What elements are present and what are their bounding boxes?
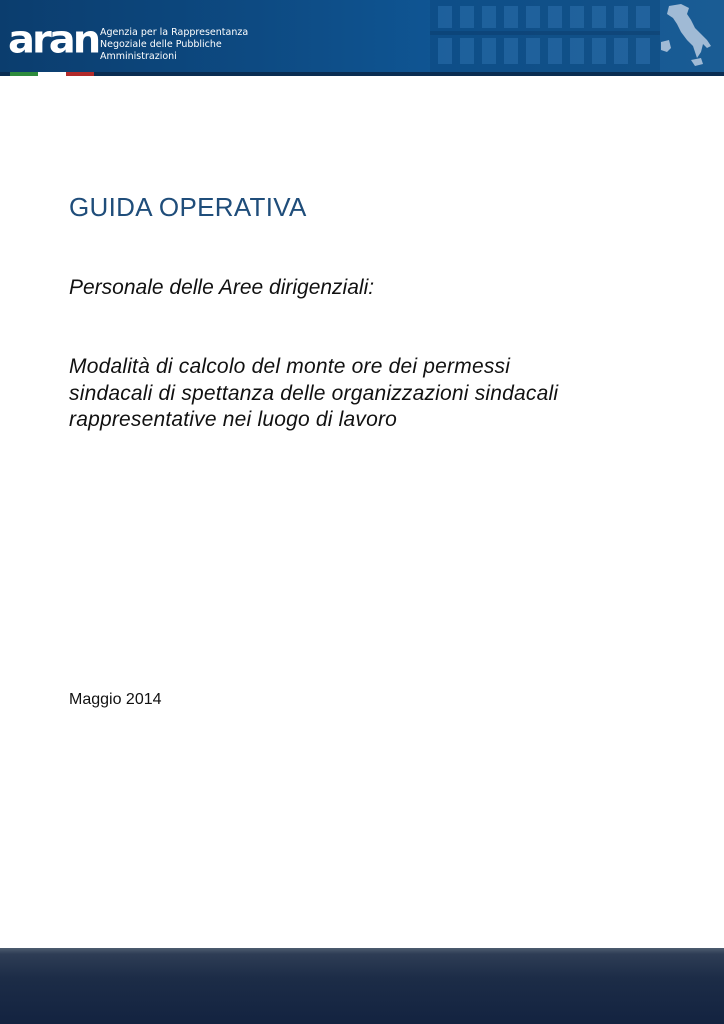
flag-white <box>38 72 66 76</box>
footer-band <box>0 948 724 1024</box>
description-line: sindacali di spettanza delle organizzazioni sindacali <box>69 381 559 405</box>
aran-logo: aran <box>8 18 99 62</box>
agency-name-line: Amministrazioni <box>100 51 177 62</box>
publication-date: Maggio 2014 <box>69 691 162 708</box>
italy-map-icon <box>655 2 717 70</box>
agency-name-line: Agenzia per la Rappresentanza <box>100 27 249 38</box>
description-line: Modalità di calcolo del monte ore dei permessi <box>69 355 511 378</box>
header-banner <box>0 0 724 72</box>
agency-name-line: Negoziale delle Pubbliche <box>100 39 222 50</box>
header-divider <box>0 72 724 76</box>
flag-green <box>10 72 38 76</box>
building-facade-image <box>430 0 660 72</box>
description-line: rappresentative nei luogo di lavoro <box>69 408 398 431</box>
agency-name <box>100 27 270 63</box>
document-subtitle: Personale delle Aree dirigenziali: <box>69 276 375 299</box>
flag-red <box>66 72 94 76</box>
italian-flag-stripe <box>10 72 94 76</box>
document-title: GUIDA OPERATIVA <box>69 192 307 222</box>
document-description <box>69 354 689 434</box>
